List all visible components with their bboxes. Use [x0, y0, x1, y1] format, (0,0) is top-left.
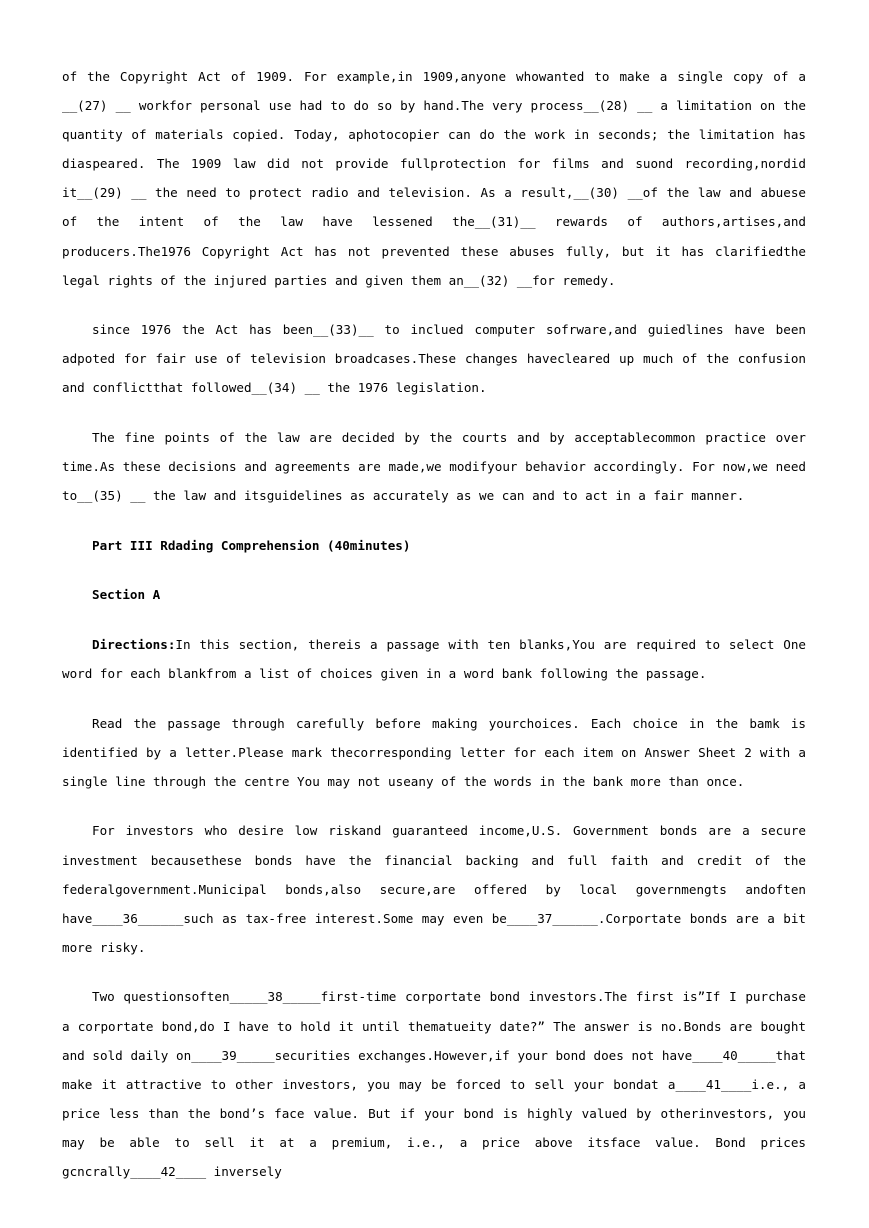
paragraph-since-1976: since 1976 the Act has been__(33)__ to inclued computer sofrware,and guiedlines have been adpoted for fair use of television broadcases.These changes havecleared up much of the confusion and conflictthat followed__(34) __ the 1976 legislation. — [62, 322, 806, 396]
directions-label: Directions: — [92, 637, 176, 652]
part-heading: Part III Rdading Comprehension (40minutes) — [92, 537, 411, 553]
directions-paragraph — [62, 630, 806, 688]
section-heading: Section A — [92, 587, 161, 603]
directions-text: In this section, thereis a passage with ten blanks,You are required to select One word for each blankfrom a list of choices given in a word bank following the passage. — [62, 637, 806, 682]
paragraph-copyright-1909: of the Copyright Act of 1909. For example,in 1909,anyone whowanted to make a single copy of a __(27) __ workfor personal use had to do so by hand.The very process__(28) __ a limitation on the quantity of materials copied. Today, aphotocopier can do the work in seconds; the limitation has diaspeared. The 1909 law did not provide fullprotection for films and suond recording,nordid it__(29) __ the need to protect radio and television. As a result,__(30) __of the law and abuese of the intent of the law have lessened the__(31)__ rewards of authors,artises,and producers.The1976 Copyright Act has not prevented these abuses fully, but it has clarifiedthe legal rights of the injured parties and given them an__(32) __for remedy. — [62, 69, 806, 288]
paragraph-fine-points: The fine points of the law are decided by the courts and by acceptablecommon practice over time.As these decisions and agreements are made,we modifyour behavior accordingly. For now,we need to__(35) __ the law and itsguidelines as accurately as we can and to act in a fair manner. — [62, 430, 806, 504]
paragraph-investors: For investors who desire low riskand guaranteed income,U.S. Government bonds are a secure investment becausethese bonds have the financial backing and full faith and credit of the federalgovernment.Municipal bonds,also secure,are offered by local governmengts andoften have____36______such as tax-free interest.Some may even be____37______.Corportate bonds are a bit more risky. — [62, 823, 806, 955]
paragraph-read-passage: Read the passage through carefully before making yourchoices. Each choice in the bamk is identified by a letter.Please mark thecorresponding letter for each item on Answer Sheet 2 with a single line through the centre You may not useany of the words in the bank more than once. — [62, 715, 806, 789]
paragraph-two-questions: Two questionsoften_____38_____first-time corportate bond investors.The first is”If I purchase a corportate bond,do I have to hold it until thematueity date?” The answer is no.Bonds are bought and sold daily on____39_____securities exchanges.However,if your bond does not have____40_____that make it attractive to other investors, you may be forced to sell your bondat a____41____i.e., a price less than the bond’s face value. But if your bond is highly valued by otherinvestors, you may be able to sell it at a premium, i.e., a price above itsface value. Bond prices gcncrally____42____ inversely — [62, 989, 806, 1179]
document-page — [62, 62, 806, 1186]
